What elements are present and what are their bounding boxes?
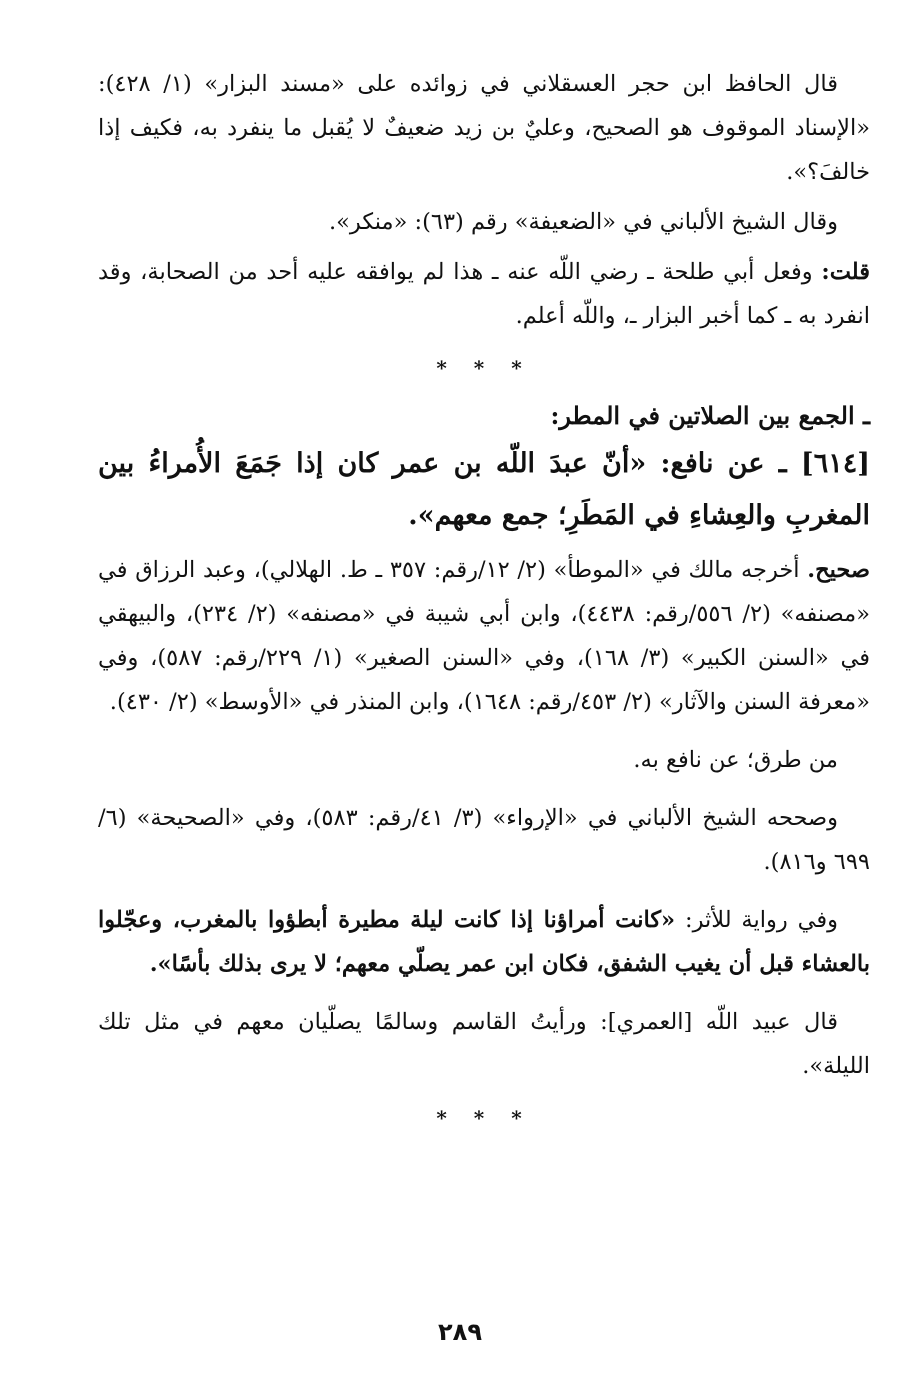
section-divider-end: * * * [436, 1106, 532, 1130]
hadith-text: [٦١٤] ـ عن نافع: «أنّ عبدَ اللّه بن عمر كان إذا جَمَعَ الأُمراءُ بين المغربِ والعِشاءِ في المَطَرِ؛ جمع معهم». [98, 448, 870, 531]
albani-authentication: وصححه الشيخ الألباني في «الإرواء» (٣/ ٤١/رقم: ٥٨٣)، وفي «الصحيحة» (٦/ ٦٩٩ و٨١٦). [98, 805, 870, 875]
quote-ibn-hajar: قال الحافظ ابن حجر العسقلاني في زوائده على «مسند البزار» (١/ ٤٢٨): «الإسناد الموقوف هو الصحيح، وعليٌ بن زيد ضعيفٌ لا يُقبل ما ينفرد به، فكيف إذا خالفَ؟». [98, 71, 870, 185]
note-lead: قلت: [821, 259, 870, 285]
ubaidullah-quote: قال عبيد اللّه [العمري]: ورأيتُ القاسم وسالمًا يصلّيان معهم في مثل تلك الليلة». [98, 1009, 870, 1079]
narration-variant [98, 898, 870, 986]
page-number: ٢٨٩ [438, 1318, 482, 1346]
narration-text: «كانت أمراؤنا إذا كانت ليلة مطيرة أبطؤوا بالمغرب، وعجّلوا بالعشاء قبل أن يغيب الشفق، فكان ابن عمر يصلّي معهم؛ لا يرى بذلك بأسًا». [98, 907, 870, 977]
section-heading: ـ الجمع بين الصلاتين في المطر: [550, 401, 870, 430]
page-body [98, 62, 870, 1144]
author-note [98, 250, 870, 338]
section-divider: * * * [436, 356, 532, 380]
note-text: وفعل أبي طلحة ـ رضي اللّه عنه ـ هذا لم يوافقه عليه أحد من الصحابة، وقد انفرد به ـ كما أخبر البزار ـ، واللّه أعلم. [98, 259, 870, 329]
chains-note: من طرق؛ عن نافع به. [633, 747, 838, 773]
narration-lead: وفي رواية للأثر: [675, 907, 839, 933]
takhrij-paragraph [98, 548, 870, 724]
grading-label: صحيح. [807, 557, 871, 583]
quote-albani: وقال الشيخ الألباني في «الضعيفة» رقم (٦٣): «منكر». [328, 209, 838, 235]
takhrij-text: أخرجه مالك في «الموطأ» (٢/ ١٢/رقم: ٣٥٧ ـ ط. الهلالي)، وعبد الرزاق في «مصنفه» (٢/ ٥٥٦/رقم: ٤٤٣٨)، وابن أبي شيبة في «مصنفه» (٢/ ٢٣٤)، والبيهقي في «السنن الكبير» (٣/ ١٦٨)، وفي «السنن الصغير» (١/ ٢٢٩/رقم: ٥٨٧)، وفي «معرفة السنن والآثار» (٢/ ٤٥٣/رقم: ١٦٤٨)، وابن المنذر في «الأوسط» (٢/ ٤٣٠). [98, 557, 870, 715]
